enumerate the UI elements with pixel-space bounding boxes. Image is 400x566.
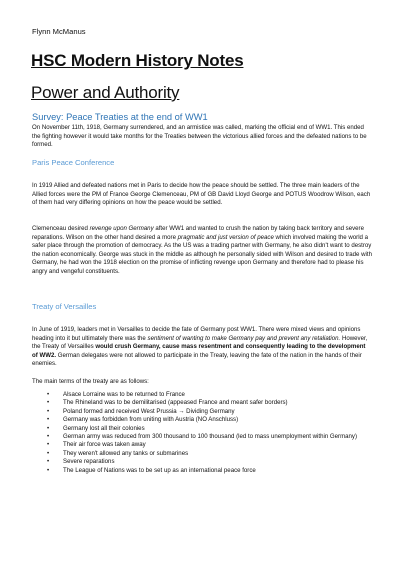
document-subtitle: Power and Authority <box>31 83 180 102</box>
bullet-icon: • <box>47 424 50 432</box>
text-run: However, the Treaty of Versailles <box>32 334 368 351</box>
emphasis-text: revenge upon Germany <box>89 225 154 232</box>
survey-heading: Survey: Peace Treaties at the end of WW1 <box>32 112 208 122</box>
emphasis-text: sentiment of wanting to make Germany pay and prevent any retaliation. <box>147 334 341 342</box>
list-item <box>32 399 372 407</box>
emphasis-text: pragmatic and just version of peace <box>177 233 274 241</box>
versailles-heading: Treaty of Versailles <box>32 302 97 311</box>
paris-conference-paragraph-2 <box>32 225 372 277</box>
list-item-text: The League of Nations was to be set up as an international peace force <box>63 466 256 474</box>
list-item-text: Severe reparations <box>63 458 115 466</box>
treaty-terms-list <box>32 391 372 475</box>
list-item <box>32 425 372 433</box>
list-item-text: Germany lost all their colonies <box>63 424 145 432</box>
intro-paragraph: On November 11th, 1918, Germany surrendered, and an armistice was called, marking the official end of WW1. This ended the fighting however it would take months for the Treaties between the victorious allied forces and the defeated nations to be formed. <box>32 124 367 149</box>
document-title: HSC Modern History Notes <box>31 51 244 70</box>
list-item <box>32 450 372 458</box>
bullet-icon: • <box>47 449 50 457</box>
bullet-icon: • <box>47 466 50 474</box>
versailles-paragraph-1 <box>32 326 372 369</box>
list-item <box>32 433 372 441</box>
text-run: German delegates were not allowed to participate in the Treaty, leaving the fate of the nation in the hands of their enemies. <box>32 351 362 368</box>
bullet-icon: • <box>47 458 50 466</box>
bullet-icon: • <box>47 407 50 415</box>
bullet-icon: • <box>47 441 50 449</box>
text-run: after WW1 and wanted to crush the nation by taking back territory and severe reparations. Wilson on the other hand desired a more <box>32 225 364 241</box>
text-run: Clemenceau desired <box>32 225 90 232</box>
paris-conference-paragraph-1: In 1919 Allied and defeated nations met in Paris to decide how the peace should be settled. The three main leaders of the Allied forces were the PM of France George Clemenceau, PM of GB David Lloyd George and POTUS Woodrow Wilson, each of them had very differing opinions on how the peace would be settled. <box>32 182 371 207</box>
bullet-icon: • <box>47 416 50 424</box>
author-name: Flynn McManus <box>32 27 86 36</box>
list-item <box>32 391 372 399</box>
list-item-text: Alsace Lorraine was to be returned to France <box>63 391 185 398</box>
paris-conference-heading: Paris Peace Conference <box>32 158 115 167</box>
list-item-text: Germany was forbidden from uniting with Austria (NO Anschluss) <box>63 416 239 424</box>
list-item-text: Poland formed and received West Prussia → Dividing Germany <box>63 407 235 415</box>
list-item <box>32 441 372 449</box>
list-item-text: German army was reduced from 300 thousand to 100 thousand (led to mass unemployment within Germany) <box>63 433 357 441</box>
treaty-terms-intro: The main terms of the treaty are as follows: <box>32 378 149 385</box>
list-item-text: The Rhineland was to be demilitarised (appeased France and meant safer borders) <box>63 399 288 407</box>
text-run: which involved making the world a safer place through the promotion of democracy. As the US was a trading partner with Germany, he also didn't want to destroy the nation economically. George was stuck in the middle as although he personally sided with Wilson and desired to trade with Germany, he had won the 1918 election on the promise of inflicting revenge upon Germany and therefore had to please his angry and vengeful constituents. <box>32 233 372 275</box>
bullet-icon: • <box>47 399 50 407</box>
list-item <box>32 416 372 424</box>
list-item <box>32 408 372 416</box>
text-run: In June of 1919, leaders met in Versailles to decide the fate of Germany post WW1. There were mixed views and opinions heading into it but ultimately there was the <box>32 326 361 342</box>
list-item-text: They weren't allowed any tanks or submarines <box>63 449 189 457</box>
list-item <box>32 467 372 475</box>
bullet-icon: • <box>47 391 50 398</box>
bold-text: would crush Germany, cause mass resentment and consequently leading to the development of WW2. <box>32 343 366 359</box>
list-item-text: Their air force was taken away <box>63 441 146 449</box>
list-item <box>32 458 372 466</box>
bullet-icon: • <box>47 433 50 441</box>
